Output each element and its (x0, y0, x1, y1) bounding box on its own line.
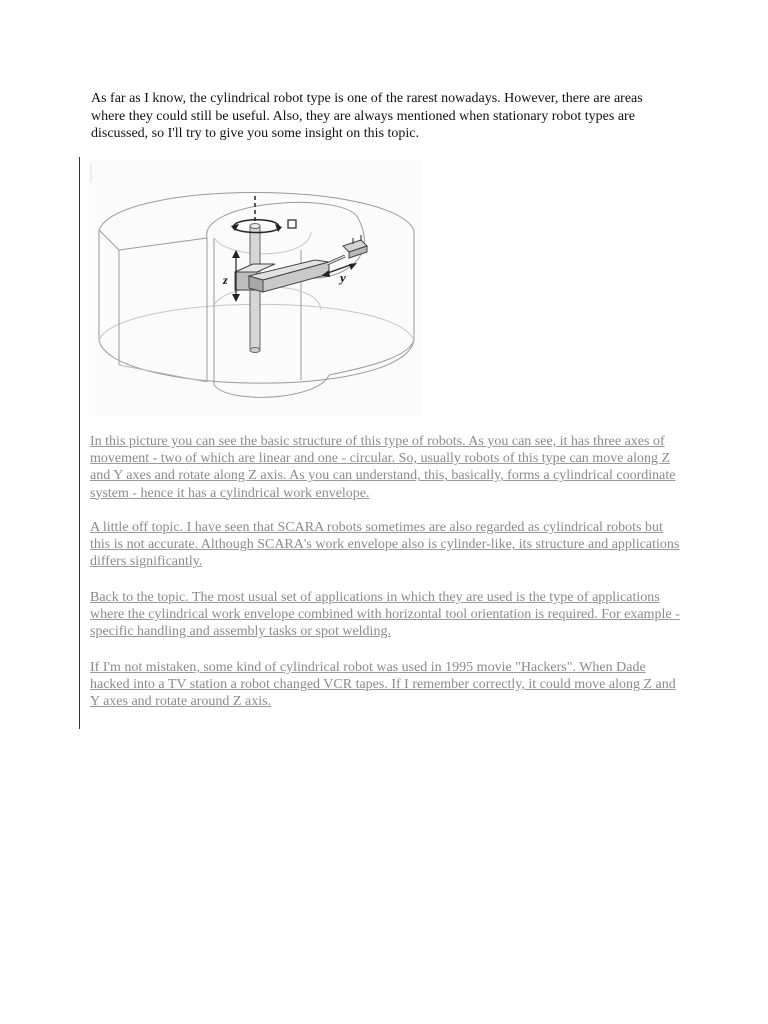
quoted-link-2[interactable]: A little off topic. I have seen that SCARA robots sometimes are also regarded as cylindrical robots but this is not accurate. Although SCARA's work envelope also is cylinder-like, its structure and applications differs significantly. (90, 520, 680, 570)
z-axis-label: z (223, 273, 228, 287)
cylindrical-robot-figure (89, 160, 421, 416)
quoted-link-3[interactable]: Back to the topic. The most usual set of applications in which they are used is the type of applications where the cylindrical work envelope combined with horizontal tool orientation is required. For example - specific handling and assembly tasks or spot welding. (90, 590, 680, 640)
y-axis-label: y (340, 270, 346, 285)
quoted-link-4[interactable]: If I'm not mistaken, some kind of cylindrical robot was used in 1995 movie "Hackers". When Dade hacked into a TV station a robot changed VCR tapes. If I remember correctly, it could move along Z and Y axes and rotate around Z axis. (90, 660, 676, 710)
intro-paragraph: As far as I know, the cylindrical robot type is one of the rarest nowadays. However, there are areas where they could still be useful. Also, they are always mentioned when stationary robot types are discussed, so I'll try to give you some insight on this topic. (91, 91, 643, 141)
quote-bar (79, 157, 80, 729)
quoted-link-1[interactable]: In this picture you can see the basic structure of this type of robots. As you can see, it has three axes of movement - two of which are linear and one - circular. So, usually robots of this type can move along Z and Y axes and rotate along Z axis. As you can understand, this, basically, forms a cylindrical coordinate system - hence it has a cylindrical work envelope. (90, 434, 676, 501)
